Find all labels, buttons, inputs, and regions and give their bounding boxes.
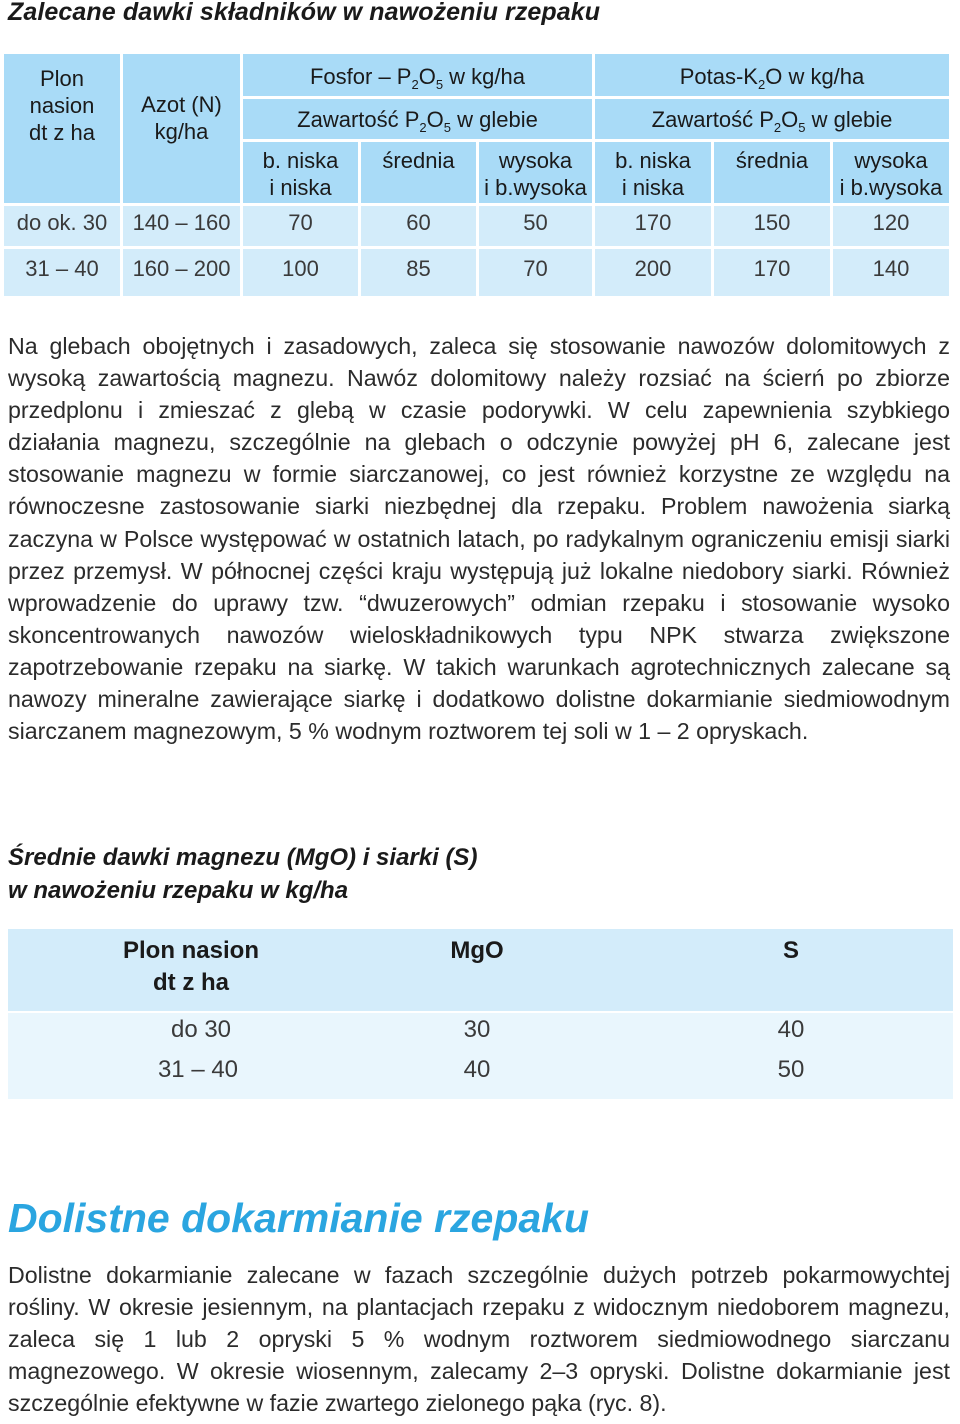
- level-line: średnia: [382, 148, 455, 173]
- table-cell: 120: [833, 206, 949, 246]
- mgo-s-table: [8, 929, 953, 1099]
- table-cell: 40: [777, 1016, 805, 1043]
- potas-label: Potas-K: [679, 64, 758, 89]
- header-plon-line3: dt z ha: [28, 120, 96, 145]
- header-potas-zawartosc: [595, 99, 949, 139]
- table-cell: 170: [595, 206, 711, 246]
- table-cell: 70: [243, 206, 358, 246]
- table-cell: 150: [714, 206, 830, 246]
- nutrient-doses-table: [4, 54, 949, 296]
- level-line: i b.wysoka: [484, 175, 587, 200]
- sub-2: 2: [411, 77, 419, 92]
- header-potas-wysoka: [833, 142, 949, 203]
- level-line: średnia: [735, 148, 809, 173]
- body-paragraph-foliar: Dolistne dokarmianie zalecane w fazach szczególnie dużych potrzeb pokarmowychtej rośliny. W okresie jesiennym, na plantacjach rzepaku z widocznym niedoborem magnezu, zaleca się 1 lub 2 opryski 5 % wodnym roztworem siedmiowodnego siarczanu magnezowego. W okresie wiosennym, zalecamy 2–3 opryski. Dolistne dokarmianie jest szczególnie efektywne w fazie zwartego zielonego pąka (ryc. 8).: [8, 1262, 950, 1417]
- zawartosc-label: Zawartość P: [651, 107, 774, 132]
- header-fosfor-wysoka: [479, 142, 592, 203]
- table-cell: do ok. 30: [4, 206, 120, 246]
- zawartosc-label: Zawartość P: [297, 107, 420, 132]
- section-title-doses: Zalecane dawki składników w nawożeniu rzepaku: [8, 0, 601, 26]
- level-line: i niska: [269, 175, 332, 200]
- header-plon-nasion: [8, 935, 374, 999]
- table-cell: 50: [777, 1056, 805, 1083]
- level-line: wysoka: [854, 148, 928, 173]
- zawartosc-suffix: w glebie: [805, 107, 893, 132]
- sub-2: 2: [773, 120, 782, 135]
- letter-o: O: [426, 107, 444, 132]
- header-fosfor-zawartosc: [243, 99, 592, 139]
- table-cell: 31 – 40: [4, 249, 120, 296]
- table-cell: 170: [714, 249, 830, 296]
- header-plon: [4, 54, 120, 203]
- table-cell: 200: [595, 249, 711, 296]
- table-cell: 85: [361, 249, 476, 296]
- header-fosfor-niska: [243, 142, 358, 203]
- sub-5: 5: [443, 120, 451, 135]
- sub-2: 2: [419, 120, 427, 135]
- zawartosc-suffix: w glebie: [451, 107, 538, 132]
- table-cell: 140 – 160: [123, 206, 240, 246]
- section-title-mgo-s: [8, 842, 477, 907]
- fosfor-unit: w kg/ha: [443, 64, 525, 89]
- header-potas: [595, 54, 949, 96]
- header-fosfor-srednia: [361, 142, 476, 203]
- table-cell: 30: [463, 1016, 491, 1043]
- level-line: b. niska: [615, 148, 691, 173]
- header-line: Plon nasion: [122, 937, 259, 964]
- table-cell: 50: [479, 206, 592, 246]
- table-cell: 140: [833, 249, 949, 296]
- table-cell: 60: [361, 206, 476, 246]
- table-cell: 31 – 40: [157, 1056, 239, 1083]
- level-line: i niska: [621, 175, 685, 200]
- fosfor-label: Fosfor – P: [309, 64, 412, 89]
- header-plon-line2: nasion: [29, 93, 95, 118]
- header-potas-srednia: [714, 142, 830, 203]
- header-plon-line1: Plon: [39, 66, 85, 91]
- body-paragraph-fertilization: Na glebach obojętnych i zasadowych, zaleca się stosowanie nawozów dolomitowych z wysoką zawartością magnezu. Nawóz dolomitowy należy rozsiać na ścierń po zbiorze przedplonu i zmieszać z glebą w czasie podorywki. W celu zapewnienia szybkiego działania magnezu, szczególnie na glebach o odczynie powyżej pH 6, zalecane jest stosowanie magnezu w formie siarczanowej, co jest również korzystne ze względu na równoczesne zastosowanie siarki niezbędnej dla rzepaku. Problem nawożenia siarką zaczyna w Polsce występować w ostatnich latach, po radykalnym ograniczeniu emisji siarki przez przemysł. W północnej części kraju występują już lokalne niedobory siarki. Również wprowadzenie do uprawy tzw. “dwuzerowych” odmian rzepaku i stosowanie wysoko skoncentrowanych nawozów wieloskładnikowych typu NPK stwarza zwiększone zapotrzebowanie rzepaku na siarkę. W takich warunkach agrotechnicznych zalecane są nawozy mineralne zawierające siarkę i dodatkowo dolistne dokarmianie siedmiowodnym siarczanem magnezowym, 5 % wodnym roztworem tej soli w 1 – 2 opryskach.: [8, 333, 950, 745]
- header-potas-niska: [595, 142, 711, 203]
- sub-2: 2: [757, 77, 766, 92]
- header-fosfor: [243, 54, 592, 96]
- letter-o: O: [418, 64, 436, 89]
- table-cell: 70: [479, 249, 592, 296]
- header-mgo: MgO: [450, 937, 504, 964]
- header-azot-line2: kg/ha: [154, 119, 209, 144]
- sub-5: 5: [435, 77, 444, 92]
- table-cell: 160 – 200: [123, 249, 240, 296]
- header-azot: [123, 54, 240, 203]
- potas-unit: O w kg/ha: [765, 64, 865, 89]
- level-line: wysoka: [498, 148, 573, 173]
- header-line: dt z ha: [153, 969, 229, 996]
- letter-o: O: [781, 107, 799, 132]
- table-cell: do 30: [170, 1016, 232, 1043]
- level-line: i b.wysoka: [839, 175, 943, 200]
- header-azot-line1: Azot (N): [141, 92, 222, 117]
- table-cell: 40: [463, 1056, 491, 1083]
- level-line: b. niska: [262, 148, 339, 173]
- sub-5: 5: [798, 120, 806, 135]
- table-cell: 100: [243, 249, 358, 296]
- section-title-line1: Średnie dawki magnezu (MgO) i siarki (S): [8, 844, 478, 871]
- section-title-line2: w nawożeniu rzepaku w kg/ha: [8, 876, 349, 904]
- section-title-foliar: Dolistne dokarmianie rzepaku: [8, 1195, 590, 1241]
- header-s: S: [782, 937, 799, 964]
